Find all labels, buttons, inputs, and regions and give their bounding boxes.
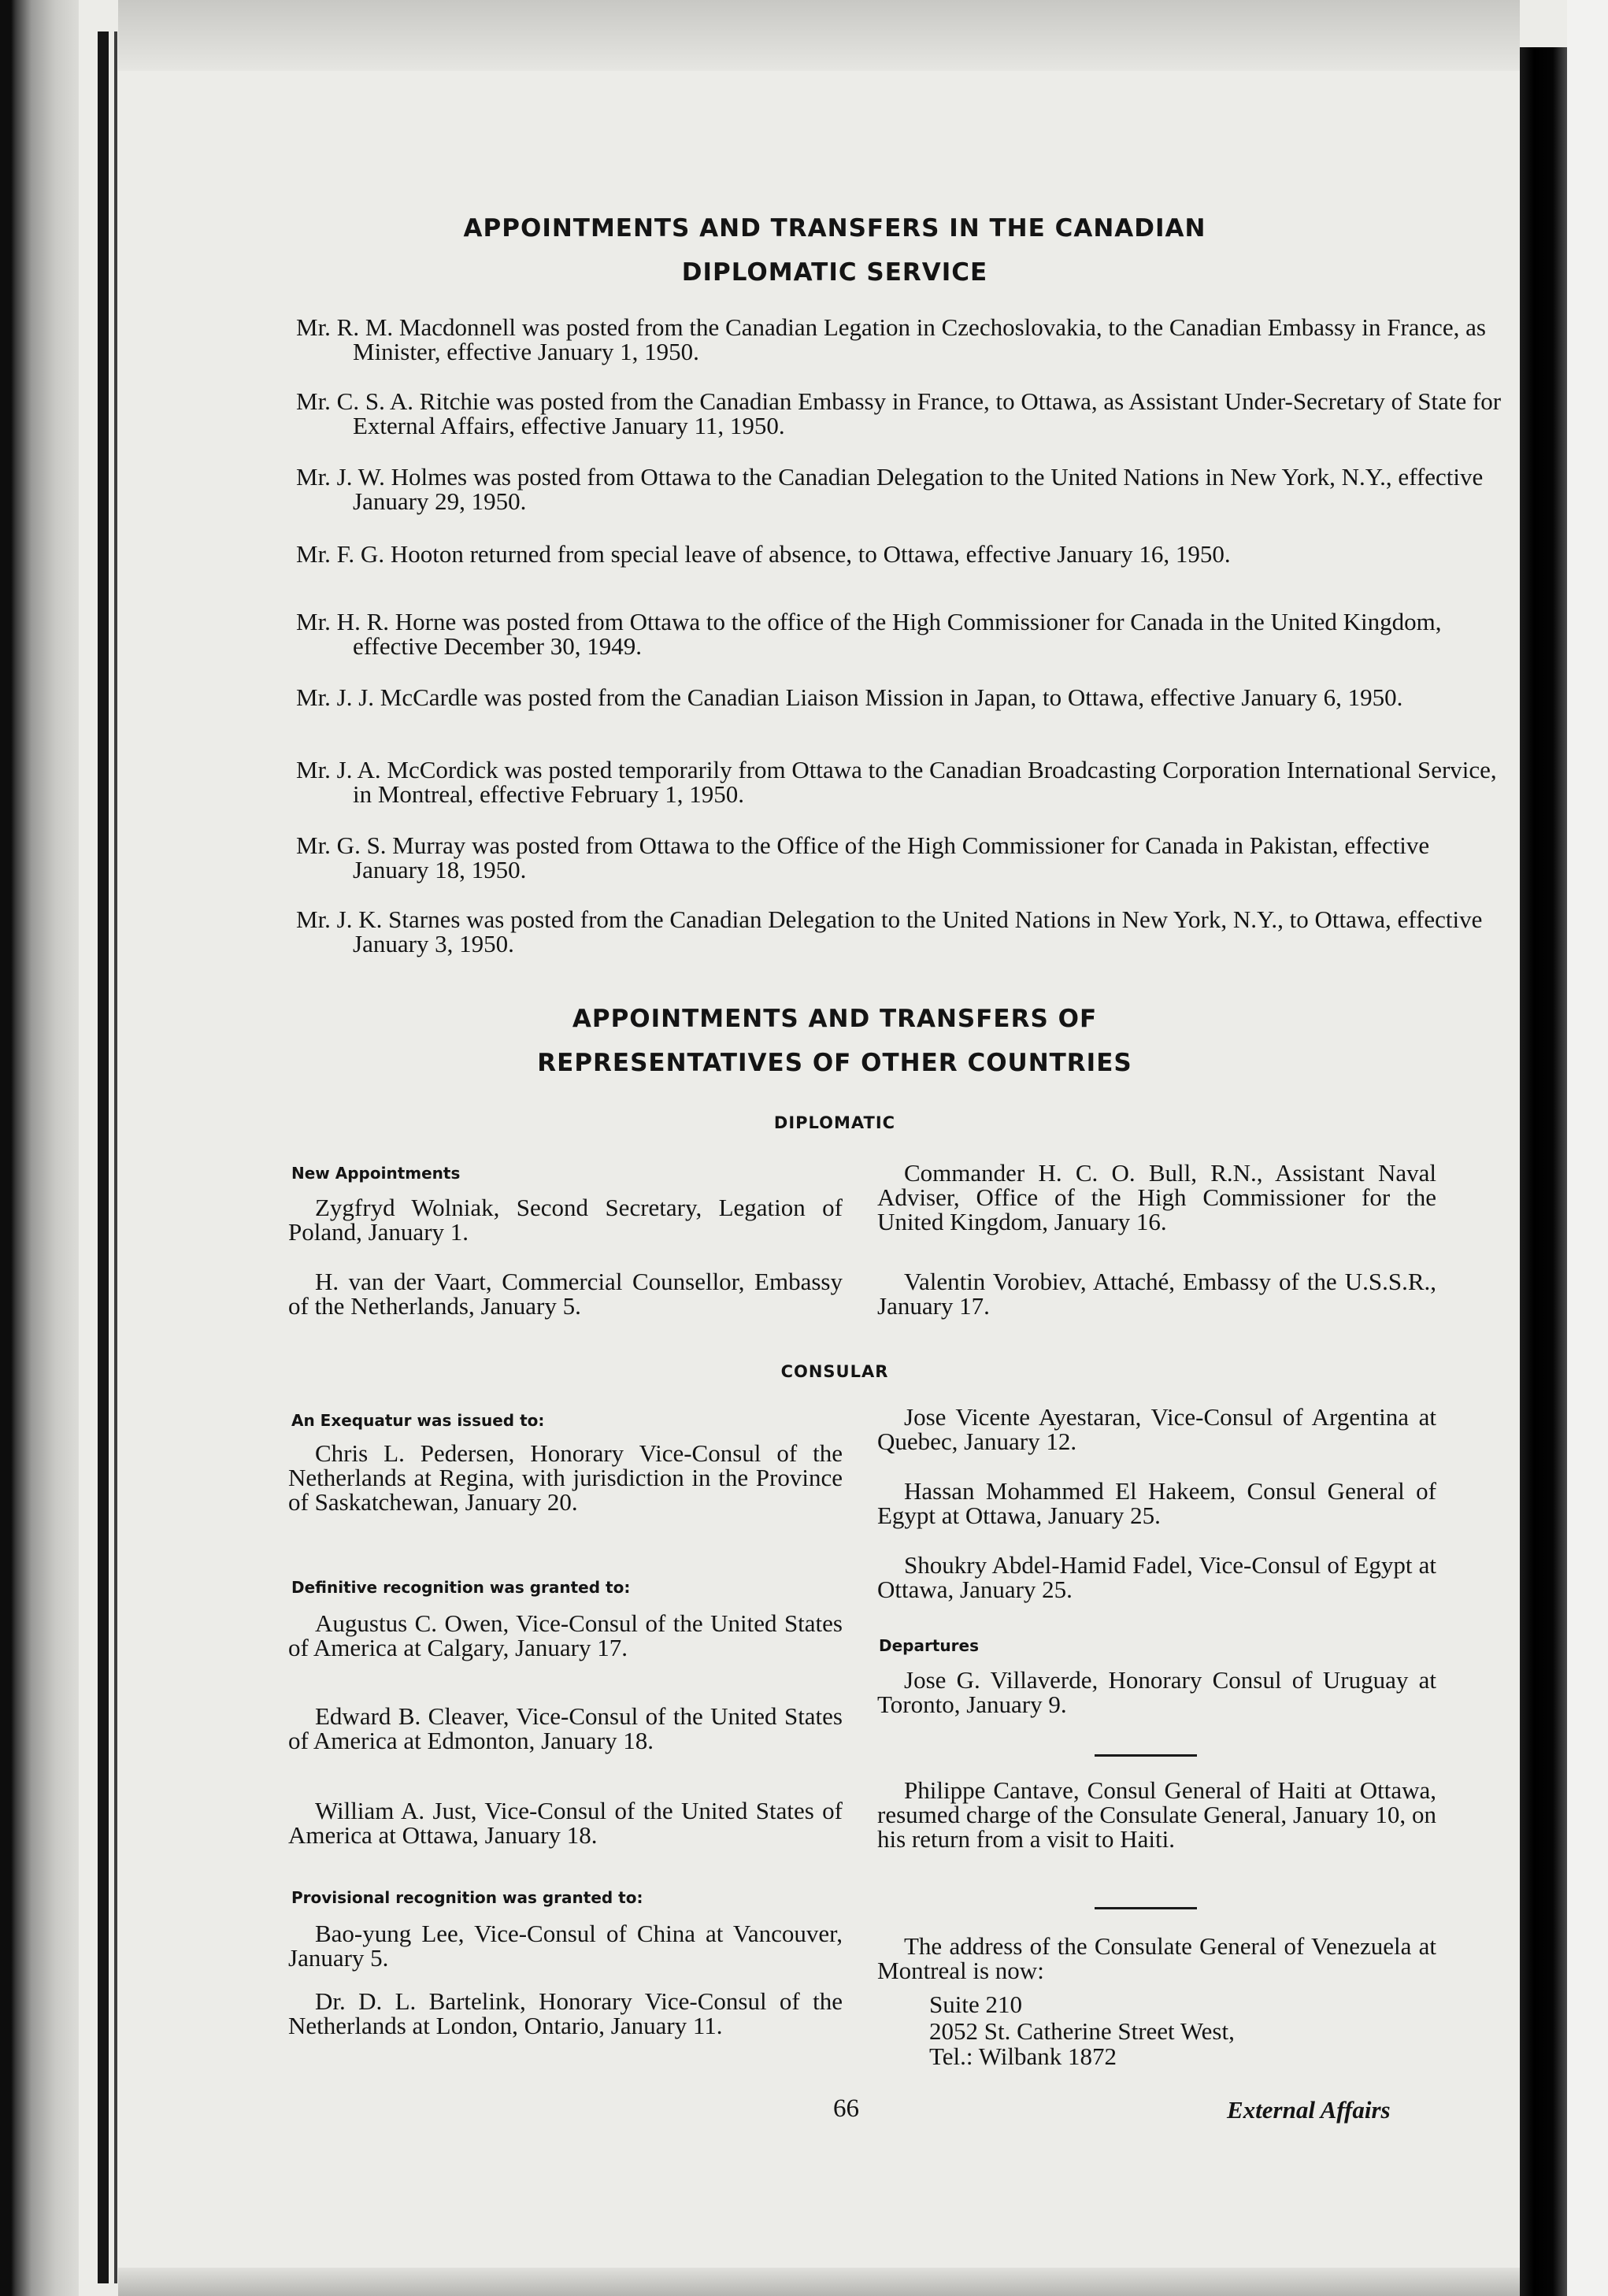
exequatur-label: An Exequatur was issued to: — [291, 1411, 545, 1430]
diplomatic-entry: Commander H. C. O. Bull, R.N., Assistant Naval Adviser, Office of the High Commissioner for the United Kingdom, January 16. — [877, 1159, 1436, 1235]
diplomatic-heading: DIPLOMATIC — [773, 1113, 896, 1132]
diplomatic-entry: H. van der Vaart, Commercial Counsellor, Embassy of the Netherlands, January 5. — [288, 1268, 843, 1320]
consular-heading: CONSULAR — [780, 1362, 889, 1381]
publication-title: External Affairs — [1227, 2096, 1391, 2124]
section-title-canadian-1: APPOINTMENTS AND TRANSFERS IN THE CANADIAN — [463, 214, 1206, 243]
divider-rule — [1095, 1907, 1197, 1909]
diplomatic-entry: Valentin Vorobiev, Attaché, Embassy of the U.S.S.R., January 17. — [877, 1268, 1436, 1320]
canadian-entry: Mr. R. M. Macdonnell was posted from the Canadian Legation in Czechoslovakia, to the Canadian Embassy in France, as Minister, effective January 1, 1950. — [296, 313, 1486, 365]
address-line: Tel.: Wilbank 1872 — [929, 2042, 1117, 2070]
consular-entry: Jose G. Villaverde, Honorary Consul of Uruguay at Toronto, January 9. — [877, 1666, 1436, 1718]
canadian-entry: Mr. G. S. Murray was posted from Ottawa to the Office of the High Commissioner for Canada in Pakistan, effective January 18, 1950. — [296, 831, 1430, 883]
canadian-entry: Mr. J. W. Holmes was posted from Ottawa to the Canadian Delegation to the United Nations in New York, N.Y., effective January 29, 1950. — [296, 463, 1484, 515]
definitive-label: Definitive recognition was granted to: — [291, 1578, 631, 1597]
canadian-entry: Mr. H. R. Horne was posted from Ottawa to the office of the High Commissioner for Canada in the United Kingdom, effective December 30, 1949. — [296, 608, 1442, 660]
section-title-canadian-2: DIPLOMATIC SERVICE — [681, 258, 988, 287]
address-line: 2052 St. Catherine Street West, — [929, 2017, 1235, 2045]
consular-entry: Shoukry Abdel-Hamid Fadel, Vice-Consul of Egypt at Ottawa, January 25. — [877, 1551, 1436, 1603]
consular-entry: Chris L. Pedersen, Honorary Vice-Consul of the Netherlands at Regina, with jurisdiction in the Province of Saskatchewan, January 20. — [288, 1439, 843, 1516]
page-number: 66 — [833, 2094, 859, 2123]
consular-note: Philippe Cantave, Consul General of Haiti at Ottawa, resumed charge of the Consulate General, January 10, on his return from a visit to Haiti. — [877, 1776, 1436, 1853]
canadian-entry: Mr. C. S. A. Ritchie was posted from the Canadian Embassy in France, to Ottawa, as Assistant Under-Secretary of State for External Affairs, effective January 11, 1950. — [296, 387, 1502, 439]
canadian-entry: Mr. J. K. Starnes was posted from the Canadian Delegation to the United Nations in New York, N.Y., to Ottawa, effective January 3, 1950. — [296, 905, 1483, 957]
consular-entry: Hassan Mohammed El Hakeem, Consul General of Egypt at Ottawa, January 25. — [877, 1477, 1436, 1529]
section-title-other-1: APPOINTMENTS AND TRANSFERS OF — [572, 1005, 1098, 1033]
consular-entry: Bao-yung Lee, Vice-Consul of China at Vancouver, January 5. — [288, 1920, 843, 1972]
section-title-other-2: REPRESENTATIVES OF OTHER COUNTRIES — [537, 1049, 1132, 1077]
canadian-entry: Mr. J. A. McCordick was posted temporarily from Ottawa to the Canadian Broadcasting Corporation International Service, in Montreal, effective February 1, 1950. — [296, 756, 1497, 808]
consular-entry: Dr. D. L. Bartelink, Honorary Vice-Consul of the Netherlands at London, Ontario, January 11. — [288, 1987, 843, 2039]
address-line: Suite 210 — [929, 1990, 1022, 2018]
canadian-entry: Mr. F. G. Hooton returned from special leave of absence, to Ottawa, effective January 16, 1950. — [296, 540, 1231, 568]
consular-entry: Edward B. Cleaver, Vice-Consul of the United States of America at Edmonton, January 18. — [288, 1702, 843, 1754]
diplomatic-entry: Zygfryd Wolniak, Second Secretary, Legation of Poland, January 1. — [288, 1194, 843, 1246]
provisional-label: Provisional recognition was granted to: — [291, 1888, 643, 1907]
canadian-entry: Mr. J. J. McCardle was posted from the Canadian Liaison Mission in Japan, to Ottawa, effective January 6, 1950. — [296, 683, 1403, 711]
consular-entry: Jose Vicente Ayestaran, Vice-Consul of Argentina at Quebec, January 12. — [877, 1403, 1436, 1455]
consular-entry: Augustus C. Owen, Vice-Consul of the United States of America at Calgary, January 17. — [288, 1609, 843, 1661]
divider-rule — [1095, 1754, 1197, 1757]
new-appointments-label: New Appointments — [291, 1164, 461, 1183]
consular-entry: William A. Just, Vice-Consul of the United States of America at Ottawa, January 18. — [288, 1797, 843, 1849]
consular-note: The address of the Consulate General of Venezuela at Montreal is now: — [877, 1932, 1436, 1984]
departures-label: Departures — [879, 1636, 979, 1655]
